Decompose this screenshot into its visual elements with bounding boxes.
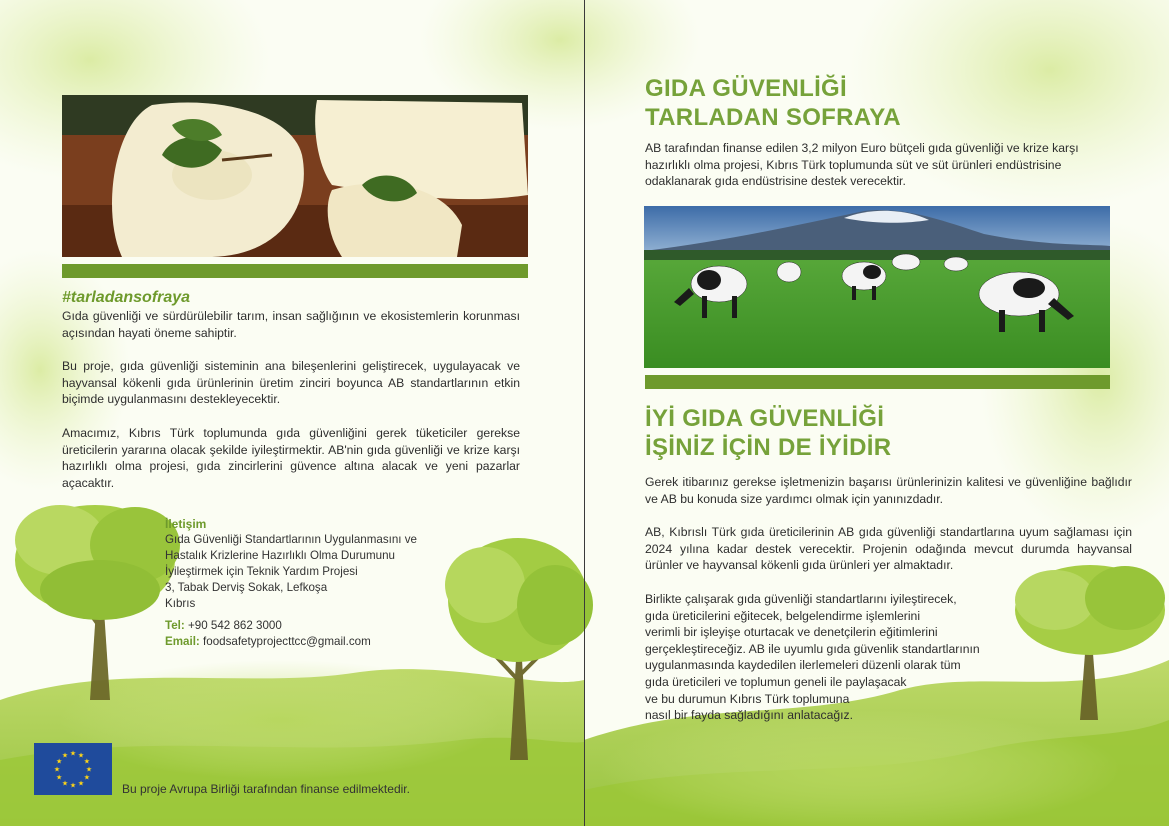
eu-star-icon: ★ xyxy=(85,766,93,774)
contact-block xyxy=(165,516,465,650)
eu-star-icon: ★ xyxy=(56,774,63,782)
address-line: Kıbrıs xyxy=(165,597,196,610)
accent-bar-left xyxy=(62,264,528,278)
paragraph-line: uygulanmasında kaydedilen ilerlemeleri düzenli olarak tüm xyxy=(645,658,961,673)
address-line: Gıda Güvenliği Standartlarının Uygulanmasını ve xyxy=(165,533,417,546)
hashtag: #tarladansofraya xyxy=(62,289,191,306)
left-paragraph-3: Amacımız, Kıbrıs Türk toplumunda gıda güvenliğini gerek tüketiciler gerekse üreticilerin yararına olacak şekilde iyileştirmektir. AB'nin gıda güvenliği ve krize karşı hazırlıklı olma projesi, gıda zincirlerini güvence altına alacak ve yeni pazarlar açacaktır. xyxy=(62,426,520,490)
email-label: Email: xyxy=(165,635,200,648)
right-intro: AB tarafından finanse edilen 3,2 milyon Euro bütçeli gıda güvenliği ve krize karşı hazırlıklı olma projesi, Kıbrıs Türk toplumunda süt ve süt ürünleri endüstrisine odaklanarak gıda endüstrisine destek verecektir. xyxy=(645,141,1079,189)
right-paragraph-3 xyxy=(645,591,1065,724)
eu-star-icon: ★ xyxy=(83,774,90,782)
left-paragraph-1: Gıda güvenliği ve sürdürülebilir tarım, insan sağlığının ve ekosistemlerin korunması açısından hayati öneme sahiptir. xyxy=(62,309,520,340)
phone-row xyxy=(165,618,465,634)
address-line: Hastalık Krizlerine Hazırlıklı Olma Durumunu xyxy=(165,549,396,562)
paragraph-line: Birlikte çalışarak gıda güvenliği standartlarını iyileştirecek, xyxy=(645,592,957,606)
heading-food-safety xyxy=(645,74,901,132)
paragraph-line: nasıl bir fayda sağladığını anlatacağız. xyxy=(645,708,853,723)
heading-good-food-safety xyxy=(645,404,891,462)
eu-star-icon: ★ xyxy=(69,750,77,758)
eu-flag-icon xyxy=(34,743,112,795)
cows-pasture-photo xyxy=(644,206,1110,368)
eu-star-icon: ★ xyxy=(77,780,85,788)
page-fold-line xyxy=(584,0,585,826)
heading-line: GIDA GÜVENLİĞİ xyxy=(645,75,847,102)
phone-number[interactable]: +90 542 862 3000 xyxy=(188,619,282,632)
heading-line: TARLADAN SOFRAYA xyxy=(645,104,901,131)
eu-star-icon: ★ xyxy=(56,758,63,766)
eu-star-icon: ★ xyxy=(69,782,77,790)
email-address[interactable]: foodsafetyprojecttcc@gmail.com xyxy=(203,635,371,648)
funding-caption: Bu proje Avrupa Birliği tarafından finanse edilmektedir. xyxy=(122,782,410,796)
email-row xyxy=(165,634,465,650)
address-line: 3, Tabak Derviş Sokak, Lefkoşa xyxy=(165,581,328,594)
eu-star-icon: ★ xyxy=(77,752,85,760)
paragraph-line: verimli bir işleyişe oturtacak ve denetçilerin eğitimlerini xyxy=(645,625,938,640)
paragraph-line: gıda üreticilerini eğitecek, belgelendirme işlemlerini xyxy=(645,608,921,623)
right-paragraph-2: AB, Kıbrıslı Türk gıda üreticilerinin AB gıda güvenliği standartlarına uyum sağlaması için 2024 yılına kadar destek verecektir. Projenin odağında mevcut durumda hayvansal ürünler ve hayvansal kökenli gıda ürünleri yer almaktadır. xyxy=(645,525,1132,573)
paragraph-line: gıda üreticileri ve toplumun geneli ile paylaşacak xyxy=(645,674,907,689)
left-paragraph-2: Bu proje, gıda güvenliği sisteminin ana bileşenlerini geliştirecek, uygulayacak ve hayvansal kökenli gıda ürünlerinin üretim zinciri boyunca AB standartlarının etkin biçimde uygulanmasını destekleyecektir. xyxy=(62,359,520,407)
heading-line: İŞİNİZ İÇİN DE İYİDİR xyxy=(645,434,892,461)
eu-star-icon: ★ xyxy=(61,752,69,760)
accent-bar-right xyxy=(645,375,1110,389)
eu-star-icon: ★ xyxy=(61,780,69,788)
eu-star-icon: ★ xyxy=(83,758,90,766)
halloumi-photo xyxy=(62,95,528,257)
right-paragraph-1: Gerek itibarınız gerekse işletmenizin başarısı ürünlerinizin kalitesi ve güvenliğine bağlıdır ve AB bu konuda size yardımcı olmak için yanınızdadır. xyxy=(645,475,1132,506)
address-line: İyileştirmek için Teknik Yardım Projesi xyxy=(165,565,358,578)
phone-label: Tel: xyxy=(165,619,185,632)
contact-title: İletişim xyxy=(165,517,207,531)
eu-star-icon: ★ xyxy=(53,766,61,774)
paragraph-line: gerçekleştireceğiz. AB ile uyumlu gıda güvenlik standartlarının xyxy=(645,641,980,656)
heading-line: İYİ GIDA GÜVENLİĞİ xyxy=(645,405,885,432)
paragraph-line: ve bu durumun Kıbrıs Türk toplumuna xyxy=(645,691,850,706)
